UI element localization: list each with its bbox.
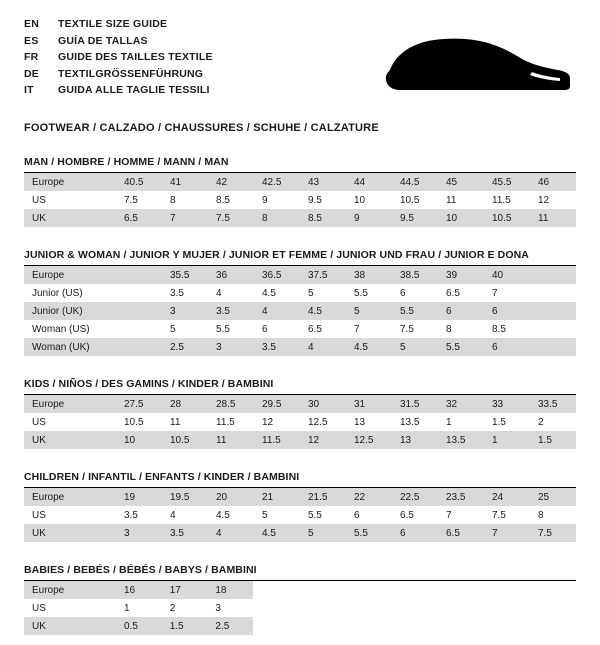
block-title: CHILDREN / INFANTIL / ENFANTS / KINDER / BAMBINI [24, 471, 576, 488]
size-cell [530, 266, 576, 284]
size-cell: 10.5 [124, 416, 144, 428]
size-cell: 9.5 [308, 194, 322, 206]
block-title: JUNIOR & WOMAN / JUNIOR Y MUJER / JUNIOR ET FEMME / JUNIOR UND FRAU / JUNIOR E DONA [24, 249, 576, 266]
size-cell: 12 [538, 194, 550, 206]
category-title: FOOTWEAR / CALZADO / CHAUSSURES / SCHUHE / CALZATURE [24, 122, 379, 134]
row-label: Woman (UK) [24, 338, 116, 356]
table-row [24, 524, 576, 542]
row-label: Europe [24, 173, 116, 191]
row-label: Europe [24, 581, 116, 599]
dress-shoe-icon [382, 32, 572, 104]
row-label: UK [24, 209, 116, 227]
size-cell: 8.5 [216, 194, 230, 206]
size-cell: 7 [484, 524, 530, 542]
size-cell: 13.5 [400, 416, 420, 428]
size-cell: 4 [216, 287, 222, 299]
size-cell: 44 [346, 173, 392, 191]
block-title: BABIES / BEBÉS / BÉBÉS / BABYS / BAMBINI [24, 564, 576, 581]
size-cell: 28.5 [208, 395, 254, 413]
size-cell: 4.5 [300, 302, 346, 320]
language-title-table [24, 16, 213, 99]
footer-spacer [24, 635, 576, 645]
size-cell: 43 [300, 173, 346, 191]
size-cell: 7 [446, 509, 452, 521]
size-cell: 9 [346, 209, 392, 227]
size-cell: 1.5 [492, 416, 506, 428]
table-row [24, 599, 253, 617]
size-cell: 30 [300, 395, 346, 413]
language-title: TEXTILE SIZE GUIDE [58, 18, 168, 30]
table-row [24, 338, 576, 356]
size-cell: 13 [354, 416, 366, 428]
size-cell: 12.5 [308, 416, 328, 428]
size-cell: 1 [446, 416, 452, 428]
size-cell: 18 [207, 581, 253, 599]
size-cell: 6.5 [400, 509, 414, 521]
size-cell: 11 [208, 431, 254, 449]
size-table [24, 581, 253, 635]
size-cell: 5.5 [438, 338, 484, 356]
table-row [24, 506, 576, 524]
language-title: GUIDA ALLE TAGLIE TESSILI [58, 84, 210, 96]
language-title: GUÍA DE TALLAS [58, 34, 148, 47]
size-cell: 42.5 [254, 173, 300, 191]
size-cell: 3.5 [124, 509, 138, 521]
size-cell: 4.5 [216, 509, 230, 521]
language-title: GUIDE DES TAILLES TEXTILE [58, 51, 213, 63]
size-cell [530, 302, 576, 320]
table-row [24, 431, 576, 449]
size-cell [116, 338, 162, 356]
row-label: Junior (UK) [24, 302, 116, 320]
size-cell: 33 [484, 395, 530, 413]
size-cell: 22 [346, 488, 392, 506]
size-cell: 11.5 [254, 431, 300, 449]
size-cell: 11 [170, 416, 181, 428]
size-cell: 2 [538, 416, 544, 428]
size-cell: 3 [215, 602, 221, 614]
size-cell: 6 [484, 302, 530, 320]
size-cell: 4 [254, 302, 300, 320]
size-cell: 5 [300, 524, 346, 542]
size-cell: 9.5 [392, 209, 438, 227]
size-cell: 4.5 [254, 524, 300, 542]
size-cell: 5 [262, 509, 268, 521]
size-cell: 8 [446, 323, 452, 335]
size-cell: 10 [116, 431, 162, 449]
row-label: Junior (US) [32, 287, 83, 299]
size-cell: 1.5 [530, 431, 576, 449]
size-cell: 5 [346, 302, 392, 320]
size-cell: 24 [484, 488, 530, 506]
size-cell: 7.5 [124, 194, 138, 206]
size-cell: 42 [208, 173, 254, 191]
size-table [24, 488, 576, 542]
size-cell: 35.5 [162, 266, 208, 284]
size-cell: 5.5 [308, 509, 322, 521]
row-label: US [32, 602, 46, 614]
size-table [24, 266, 576, 356]
size-cell: 27.5 [116, 395, 162, 413]
size-block-kids [24, 378, 576, 449]
size-cell: 28 [162, 395, 208, 413]
size-cell: 38 [346, 266, 392, 284]
size-cell: 12.5 [346, 431, 392, 449]
row-label: Woman (US) [32, 323, 90, 335]
language-code: ES [24, 34, 39, 47]
table-row [24, 320, 576, 338]
size-cell: 20 [208, 488, 254, 506]
size-cell [116, 320, 162, 338]
size-cell: 7.5 [492, 509, 506, 521]
size-cell: 10.5 [162, 431, 208, 449]
size-cell: 22.5 [392, 488, 438, 506]
size-cell: 6 [484, 338, 530, 356]
size-cell: 17 [162, 581, 208, 599]
size-cell: 11.5 [216, 416, 235, 428]
row-label: US [32, 509, 46, 521]
row-label: UK [24, 524, 116, 542]
size-cell: 19.5 [162, 488, 208, 506]
size-cell: 13.5 [438, 431, 484, 449]
size-cell: 10 [354, 194, 366, 206]
size-cell: 7 [492, 287, 498, 299]
size-block-children [24, 471, 576, 542]
row-label: US [32, 194, 46, 206]
table-row [24, 284, 576, 302]
table-row [24, 173, 576, 191]
size-cell: 36 [208, 266, 254, 284]
size-cell: 7.5 [208, 209, 254, 227]
language-code: IT [24, 84, 34, 96]
size-cell: 45 [438, 173, 484, 191]
table-row [24, 581, 253, 599]
size-cell: 1.5 [162, 617, 208, 635]
size-cell: 8.5 [300, 209, 346, 227]
row-label: Europe [24, 266, 116, 284]
size-cell [530, 320, 576, 338]
block-title: KIDS / NIÑOS / DES GAMINS / KINDER / BAMBINI [24, 378, 576, 395]
language-code: FR [24, 51, 39, 63]
size-cell: 6 [438, 302, 484, 320]
size-cell: 1 [124, 602, 130, 614]
size-cell: 11 [446, 194, 457, 206]
size-cell: 9 [262, 194, 268, 206]
size-cell: 38.5 [392, 266, 438, 284]
size-cell: 7 [162, 209, 208, 227]
size-block-man [24, 156, 576, 227]
size-cell: 45.5 [484, 173, 530, 191]
row-label: UK [24, 617, 116, 635]
size-cell: 8 [538, 509, 544, 521]
size-cell: 8.5 [492, 323, 506, 335]
size-cell: 2.5 [162, 338, 208, 356]
language-code: DE [24, 67, 39, 80]
size-cell: 46 [530, 173, 576, 191]
size-cell: 21.5 [300, 488, 346, 506]
size-cell: 36.5 [254, 266, 300, 284]
row-label: UK [24, 431, 116, 449]
table-row [24, 266, 576, 284]
size-block-junior-woman [24, 249, 576, 356]
language-row [24, 66, 213, 83]
size-cell: 4 [208, 524, 254, 542]
size-cell: 6 [262, 323, 268, 335]
size-cell: 3 [162, 302, 208, 320]
size-cell: 40 [484, 266, 530, 284]
size-cell: 5.5 [392, 302, 438, 320]
table-row [24, 191, 576, 209]
size-cell: 6.5 [308, 323, 322, 335]
table-row [24, 395, 576, 413]
size-cell: 37.5 [300, 266, 346, 284]
size-cell: 29.5 [254, 395, 300, 413]
table-row [24, 617, 253, 635]
language-row [24, 33, 213, 50]
size-cell: 32 [438, 395, 484, 413]
size-cell: 44.5 [392, 173, 438, 191]
size-cell: 5.5 [346, 524, 392, 542]
size-cell: 8 [254, 209, 300, 227]
block-title: MAN / HOMBRE / HOMME / MANN / MAN [24, 156, 576, 173]
size-cell: 4.5 [346, 338, 392, 356]
size-cell: 5.5 [354, 287, 368, 299]
size-cell: 39 [438, 266, 484, 284]
table-row [24, 413, 576, 431]
size-cell: 6 [354, 509, 360, 521]
size-cell [530, 284, 576, 302]
size-cell: 6 [392, 524, 438, 542]
size-table [24, 395, 576, 449]
size-cell: 5.5 [216, 323, 230, 335]
size-cell: 7 [354, 323, 360, 335]
size-cell [530, 338, 576, 356]
size-cell: 3.5 [170, 287, 184, 299]
size-cell: 3.5 [254, 338, 300, 356]
row-label: US [32, 416, 46, 428]
table-row [24, 302, 576, 320]
size-cell: 5 [170, 323, 176, 335]
size-cell [116, 284, 162, 302]
language-row [24, 49, 213, 66]
size-cell [116, 302, 162, 320]
size-cell: 40.5 [116, 173, 162, 191]
size-table [24, 173, 576, 227]
size-cell: 33.5 [530, 395, 576, 413]
size-cell: 1 [484, 431, 530, 449]
size-cell: 31.5 [392, 395, 438, 413]
size-cell: 16 [116, 581, 162, 599]
size-cell: 4 [170, 509, 176, 521]
size-cell: 12 [300, 431, 346, 449]
size-cell: 6.5 [116, 209, 162, 227]
size-cell: 7.5 [530, 524, 576, 542]
size-cell: 11 [530, 209, 576, 227]
table-row [24, 488, 576, 506]
size-cell: 41 [162, 173, 208, 191]
size-cell: 5 [392, 338, 438, 356]
size-cell: 25 [530, 488, 576, 506]
size-cell: 10.5 [484, 209, 530, 227]
size-cell: 3.5 [162, 524, 208, 542]
size-cell: 21 [254, 488, 300, 506]
size-cell: 4 [300, 338, 346, 356]
table-row [24, 209, 576, 227]
size-cell: 3 [116, 524, 162, 542]
size-cell: 2.5 [207, 617, 253, 635]
header [24, 16, 576, 108]
size-cell: 5 [308, 287, 314, 299]
size-cell: 4.5 [262, 287, 276, 299]
size-cell: 0.5 [116, 617, 162, 635]
language-row [24, 16, 213, 33]
size-cell: 6.5 [446, 287, 460, 299]
size-cell: 7.5 [400, 323, 414, 335]
row-label: Europe [24, 395, 116, 413]
size-cell: 11.5 [492, 194, 511, 206]
size-cell: 6.5 [438, 524, 484, 542]
row-label: Europe [24, 488, 116, 506]
size-cell: 8 [170, 194, 176, 206]
language-title: TEXTILGRÖSSENFÜHRUNG [58, 67, 204, 80]
size-cell: 31 [346, 395, 392, 413]
size-cell: 19 [116, 488, 162, 506]
size-cell: 3.5 [208, 302, 254, 320]
size-cell [116, 266, 162, 284]
language-code: EN [24, 18, 39, 30]
size-cell: 12 [262, 416, 274, 428]
size-cell: 10 [438, 209, 484, 227]
size-cell: 3 [208, 338, 254, 356]
size-cell: 10.5 [400, 194, 420, 206]
size-cell: 2 [169, 602, 176, 614]
size-cell: 23.5 [438, 488, 484, 506]
language-row [24, 82, 213, 99]
size-cell: 6 [400, 287, 406, 299]
size-cell: 13 [392, 431, 438, 449]
